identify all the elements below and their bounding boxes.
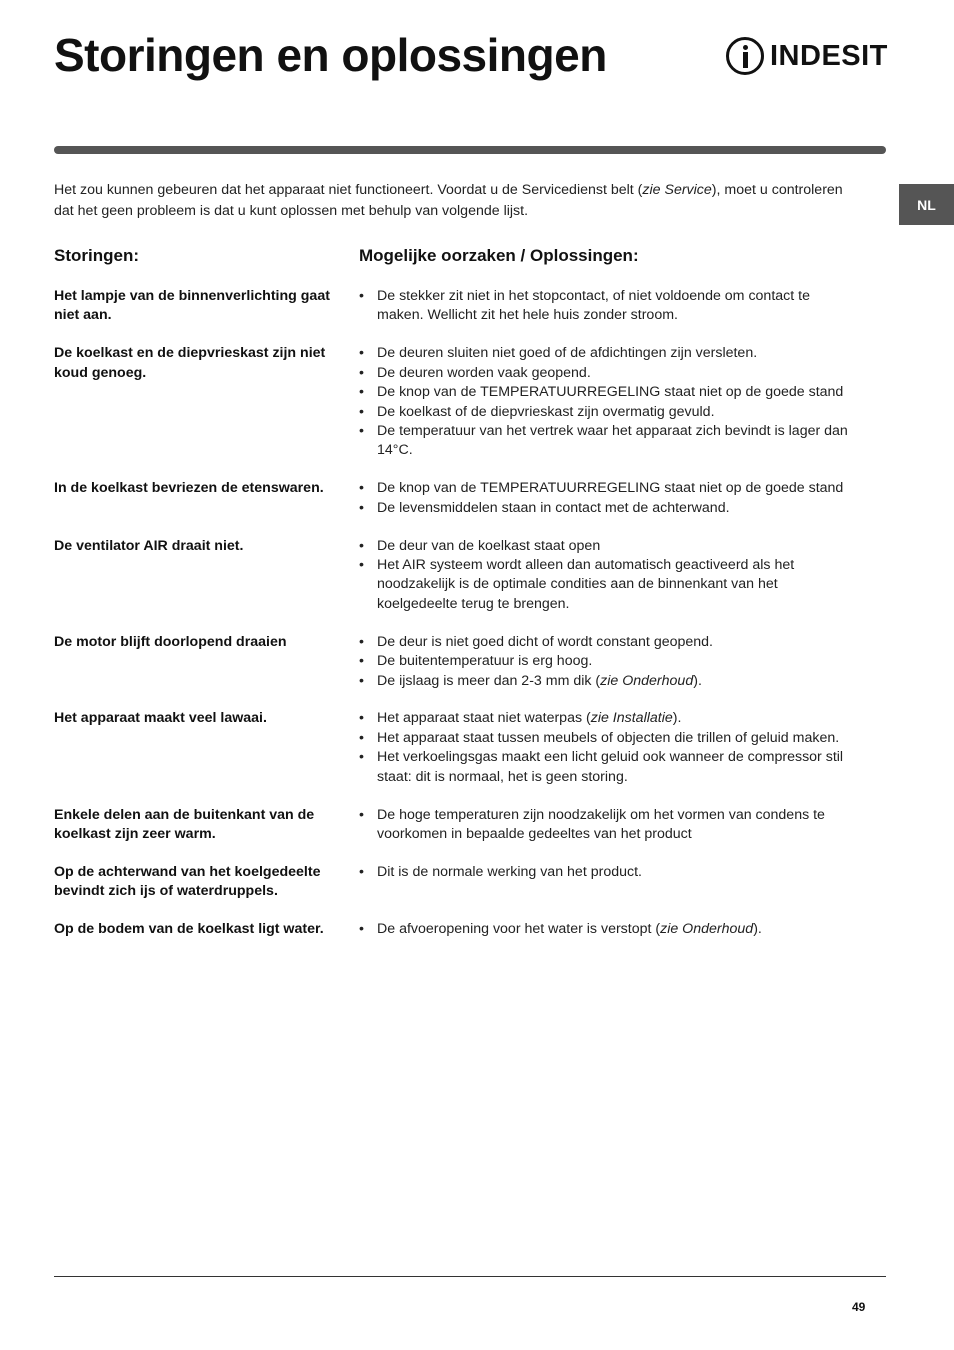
list-item <box>359 383 849 402</box>
cause-text-after: ). <box>672 710 682 727</box>
problem-label: Op de bodem van de koelkast ligt water. <box>54 921 324 938</box>
list-item <box>359 748 849 787</box>
cause-text: Dit is de normale werking van het product. <box>377 863 642 880</box>
table-row <box>54 709 874 787</box>
list-item <box>359 729 849 748</box>
list-item <box>359 672 849 691</box>
title-divider <box>54 146 886 154</box>
list-item <box>359 403 849 422</box>
list-item <box>359 344 849 363</box>
problem-label: De ventilator AIR draait niet. <box>54 537 244 554</box>
table-row <box>54 633 874 691</box>
page-number: 49 <box>852 1300 866 1314</box>
table-row <box>54 863 874 902</box>
list-item <box>359 556 849 614</box>
brand-wordmark: INDESIT <box>770 39 888 72</box>
cause-text: Het AIR systeem wordt alleen dan automatisch geactiveerd als het noodzakelijk is de optimale condities aan de binnenkant van het koelgedeelte terug te brengen. <box>377 556 795 612</box>
table-row <box>54 344 874 460</box>
cause-text: De deur van de koelkast staat open <box>377 537 601 554</box>
causes-list <box>359 920 849 939</box>
cause-text: Het apparaat staat niet waterpas ( <box>377 710 591 727</box>
problem-label: Het apparaat maakt veel lawaai. <box>54 710 267 727</box>
causes-list <box>359 344 849 460</box>
causes-list <box>359 709 849 787</box>
cause-text: De koelkast of de diepvrieskast zijn overmatig gevuld. <box>377 403 715 420</box>
list-item <box>359 422 849 461</box>
table-row <box>54 287 874 326</box>
list-item <box>359 364 849 383</box>
causes-heading: Mogelijke oorzaken / Oplossingen: <box>359 246 639 265</box>
cause-text: De buitentemperatuur is erg hoog. <box>377 653 593 670</box>
cause-text: De knop van de TEMPERATUURREGELING staat niet op de goede stand <box>377 480 844 497</box>
cause-text: De temperatuur van het vertrek waar het apparaat zich bevindt is lager dan 14°C. <box>377 422 848 459</box>
intro-reference: zie Service <box>642 182 712 198</box>
causes-list <box>359 537 849 615</box>
cause-text: De levensmiddelen staan in contact met de achterwand. <box>377 499 730 516</box>
cause-text: De deuren worden vaak geopend. <box>377 364 591 381</box>
problem-label: Het lampje van de binnenverlichting gaat niet aan. <box>54 288 330 324</box>
indesit-logo-icon <box>726 37 764 75</box>
problem-label: Op de achterwand van het koelgedeelte bevindt zich ijs of waterdruppels. <box>54 863 321 900</box>
list-item <box>359 537 849 556</box>
intro-text-after: ), moet u controleren dat het geen probleem is dat u kunt oplossen met behulp van volgende lijst. <box>54 182 843 219</box>
problems-heading: Storingen: <box>54 246 139 265</box>
intro-text-before: Het zou kunnen gebeuren dat het apparaat niet functioneert. Voordat u de Servicedienst belt ( <box>54 182 643 198</box>
language-tab: NL <box>899 184 954 225</box>
list-item <box>359 479 849 498</box>
table-row <box>54 479 874 518</box>
page-title: Storingen en oplossingen <box>54 29 607 81</box>
list-item <box>359 633 849 652</box>
list-item <box>359 863 849 882</box>
brand-logo <box>726 34 886 78</box>
cause-text: De hoge temperaturen zijn noodzakelijk om het vormen van condens te voorkomen in bepaalde gedeeltes van het product <box>377 806 825 842</box>
cause-text-after: ). <box>753 921 762 938</box>
causes-list <box>359 287 849 326</box>
cause-text: De ijslaag is meer dan 2-3 mm dik ( <box>377 672 601 689</box>
footer-divider <box>54 1276 886 1277</box>
problem-label: De koelkast en de diepvrieskast zijn niet koud genoeg. <box>54 345 326 381</box>
causes-list <box>359 479 849 518</box>
cause-text: De knop van de TEMPERATUURREGELING staat niet op de goede stand <box>377 384 844 401</box>
cause-text: De stekker zit niet in het stopcontact, of niet voldoende om contact te maken. Wellicht zit het hele huis zonder stroom. <box>377 288 810 324</box>
cause-reference: zie Onderhoud <box>660 921 754 938</box>
list-item <box>359 709 849 728</box>
causes-list <box>359 863 849 902</box>
cause-text: De deuren sluiten niet goed of de afdichtingen zijn versleten. <box>377 345 758 362</box>
problem-label: In de koelkast bevriezen de etenswaren. <box>54 480 324 497</box>
table-row <box>54 537 874 615</box>
cause-reference: zie Installatie <box>590 710 673 727</box>
list-item <box>359 652 849 671</box>
cause-text: De afvoeropening voor het water is verstopt ( <box>377 921 661 938</box>
list-item <box>359 499 849 518</box>
table-row <box>54 806 874 845</box>
table-row <box>54 920 874 939</box>
cause-text-after: ). <box>693 672 702 689</box>
cause-text: De deur is niet goed dicht of wordt constant geopend. <box>377 633 713 650</box>
problem-label: Enkele delen aan de buitenkant van de koelkast zijn zeer warm. <box>54 806 315 842</box>
problem-label: De motor blijft doorlopend draaien <box>54 633 287 650</box>
intro-paragraph <box>54 180 854 221</box>
cause-text: Het apparaat staat tussen meubels of objecten die trillen of geluid maken. <box>377 729 840 746</box>
list-item <box>359 920 849 939</box>
cause-reference: zie Onderhoud <box>600 672 694 689</box>
troubleshooting-table <box>54 287 874 958</box>
list-item <box>359 806 849 845</box>
causes-list <box>359 806 849 845</box>
cause-text: Het verkoelingsgas maakt een licht geluid ook wanneer de compressor stil staat: dit is normaal, het is geen storing. <box>377 749 844 785</box>
list-item <box>359 287 849 326</box>
causes-list <box>359 633 849 691</box>
